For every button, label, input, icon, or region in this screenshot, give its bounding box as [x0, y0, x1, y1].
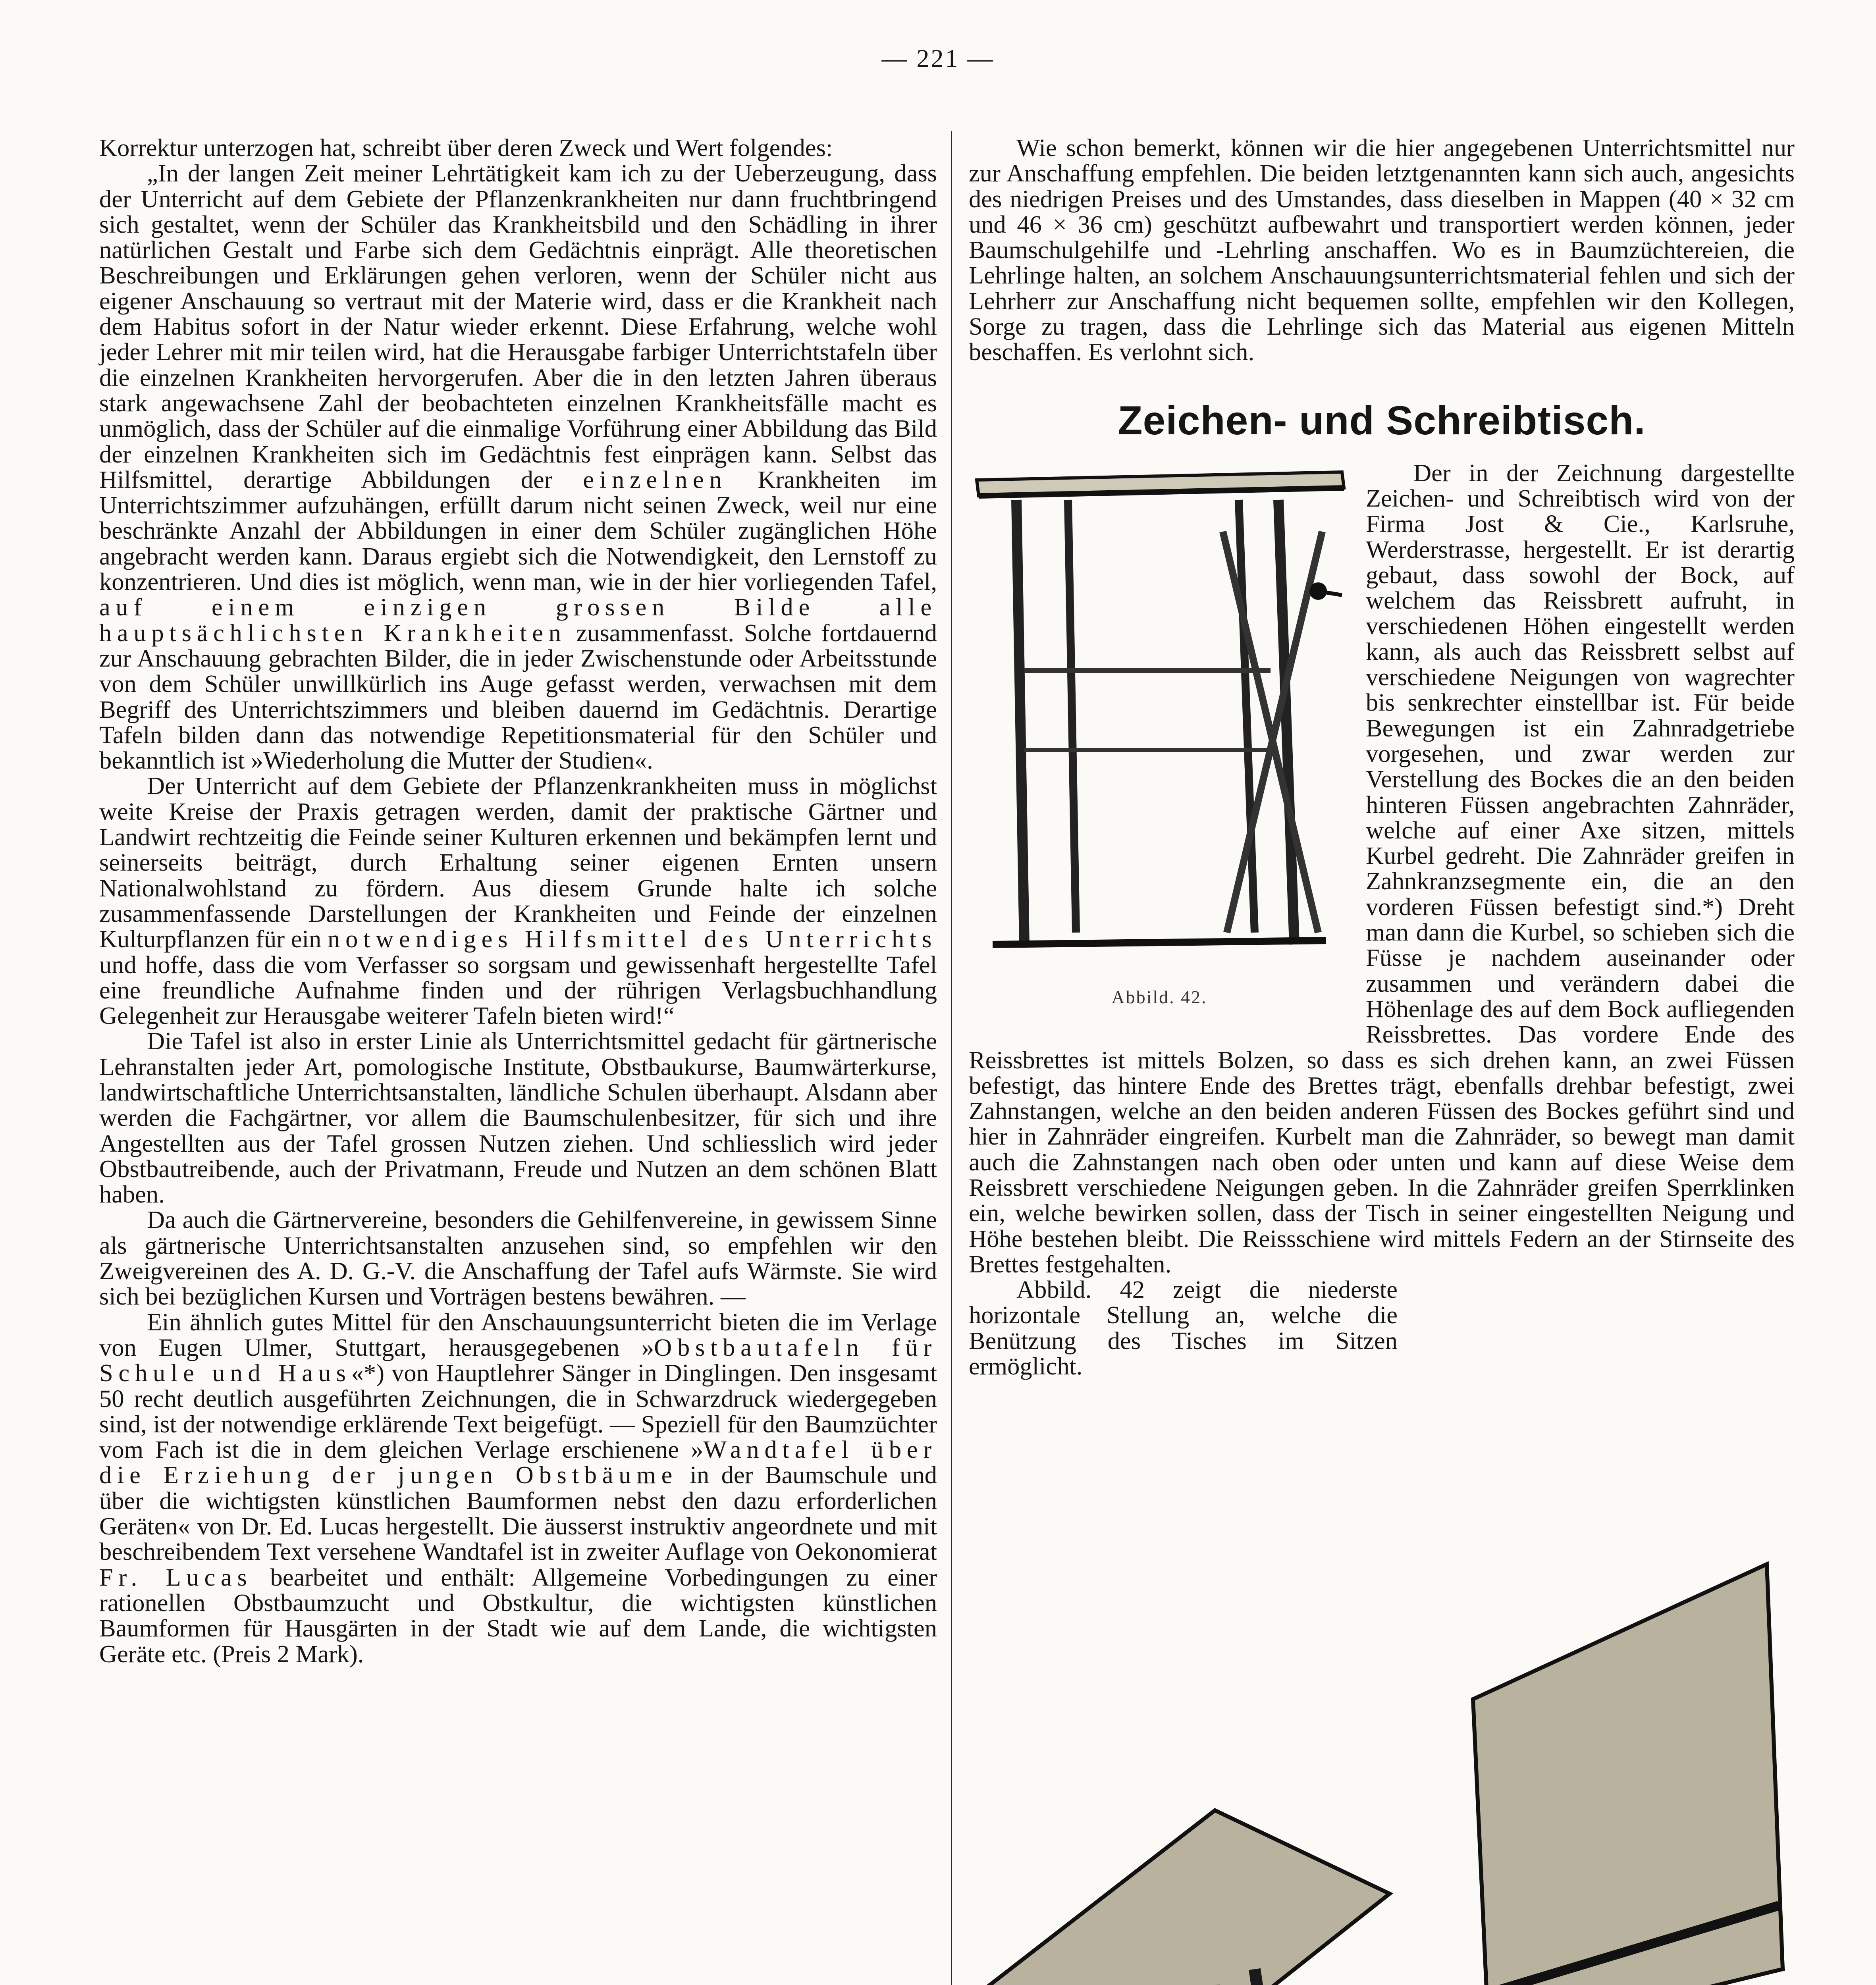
right-paragraph-2: Der in der Zeichnung dargestellte Zeichen- und Schreibtisch wird von der Firma Jost & Cie., Karlsruhe, Werderstrasse, hergestellt. Er ist derartig gebaut, dass sowohl der Bock, auf welchem das Reissbrett aufruht, in verschiedenen Höhen eingestellt werden kann, als auch das Reissbrett selbst auf verschiedene Neigungen von wagrechter bis senkrechter einstellbar ist. Für beide Bewegungen ist ein Zahnradgetriebe vorgesehen, und zwar werden zur Verstellung des Bockes die an den beiden hinteren Füssen angebrachten Zahnräder, welche auf einer Axe sitzen, mittels Kurbel gedreht. Die Zahnräder greifen in Zahnkranzsegmente ein, die an den vorderen Füssen befestigt sind.*) Dreht man dann die Kurbel, so schieben sich die Füsse je nachdem auseinander oder zusammen und verändern dabei die Höhenlage des auf dem Bock aufliegenden Reissbrettes. Das vordere Ende des Reissbrettes ist mittels Bolzen, so dass es sich drehen kann, an zwei Füssen befestigt, das hintere Ende des Brettes trägt, ebenfalls drehbar befestigt, zwei Zahnstangen, welche an den beiden anderen Füssen des Bockes geführt sind und hier in Zahnräder eingreifen. Kurbelt man die Zahnräder, so bewegt man damit auch die Zahnstangen nach oben oder unten und kann auf diese Weise dem Reissbrett verschiedene Neigungen geben. In die Zahnräder greifen Sperrklinken ein, welche bewirken sollen, dass der Tisch in seiner eingestellten Neigung und Höhe bestehen bleibt. Die Reissschiene wird mittels Federn an der Stirnseite des Brettes festgehalten. [969, 459, 1795, 1278]
paragraph-2: „In der langen Zeit meiner Lehrtätigkeit kam ich zu der Ueberzeugung, dass der Unterricht auf dem Gebiete der Pflanzenkrankheiten nur dann fruchtbringend sich gestaltet, wenn der Schüler das Krankheitsbild und den Schädling in ihrer natürlichen Gestalt und Farbe sich dem Gedächtnis einprägt. Alle theoretischen Beschreibungen und Erklärungen gehen verloren, wenn der Schüler nicht aus eigener Anschauung so vertraut mit der Materie wird, dass er die Krankheit nach dem Habitus sofort in der Natur wieder erkennt. Diese Erfahrung, welche wohl jeder Lehrer mit mir teilen wird, hat die Herausgabe farbiger Unterrichtstafeln über die einzelnen Krankheiten hervorgerufen. Aber die in den letzten Jahren überaus stark angewachsene Zahl der beobachteten einzelnen Krankheitsfälle macht es unmöglich, dass der Schüler auf die einmalige Vorführung einer Abbildung das Bild der einzelnen Krankheiten sich im Gedächtnis fest einprägen kann. Selbst das Hilfsmittel, derartige Abbildungen der einzelnen Krankheiten im Unterrichtszimmer aufzuhängen, erfüllt darum nicht seinen Zweck, weil nur eine beschränkte Anzahl der Abbildungen in einer dem Schüler zugänglichen Höhe angebracht werden kann. Daraus ergiebt sich die Notwendigkeit, den Lernstoff zu konzentrieren. Und dies ist möglich, wenn man, wie in der hier vorliegenden Tafel, auf einem einzigen grossen Bilde alle hauptsächlichsten Krankheiten zusammenfasst. Solche fortdauernd zur Anschauung gebrachten Bilder, die in jeder Zwischenstunde oder Arbeitsstunde von dem Schüler unwillkürlich ins Auge gefasst werden, verwachsen mit dem Begriff des Unterrichtszimmers und bleiben dauernd im Gedächtnis. Derartige Tafeln bilden dann das notwendige Repetitionsmaterial für den Schüler und bekanntlich ist »Wiederholung die Mutter der Studien«. [99, 159, 937, 775]
right-paragraph-1: Wie schon bemerkt, können wir die hier angegebenen Unterrichtsmittel nur zur Anschaffung empfehlen. Die beiden letztgenannten kann sich auch, angesichts des niedrigen Preises und des Umstandes, dass dieselben in Mappen (40 × 32 cm und 46 × 36 cm) geschützt aufbewahrt und transportiert werden können, jeder Baumschulgehilfe und -Lehrling anschaffen. Wo es in Baumzüchtereien, die Lehrlinge halten, an solchem Anschauungsunterrichtsmaterial fehlen und sich der Lehrherr zur Anschaffung nicht bequemen sollte, empfehlen wir den Kollegen, Sorge zu tragen, dass die Lehrlinge sich das Material aus eigenen Mitteln beschaffen. Es verlohnt sich. [969, 134, 1795, 366]
drawing-table-vertical-illustration [1417, 1556, 1795, 1985]
section-title: Zeichen- und Schreibtisch. [1118, 397, 1646, 443]
right-column [969, 135, 1795, 1379]
figure-44 [1417, 1556, 1795, 1985]
paragraph-5: Da auch die Gärtnervereine, besonders die Gehilfenvereine, in gewissem Sinne als gärtnerische Unterrichtsanstalten anzusehen sind, so empfehlen wir den Zweigvereinen des A. D. G.-V. die Anschaffung der Tafel aufs Wärmste. Sie wird sich bei bezüglichen Kursen und Vorträgen bestens bewähren. — [99, 1206, 937, 1310]
column-divider [951, 131, 952, 1985]
drawing-table-low-illustration [969, 464, 1350, 980]
figures-43-44 [969, 1556, 1795, 1985]
paragraph-6: Ein ähnlich gutes Mittel für den Anschauungsunterricht bieten die im Verlage von Eugen Ulmer, Stuttgart, herausgegebenen »Obstbautafeln für Schule und Haus«*) von Hauptlehrer Sänger in Dinglingen. Den insgesamt 50 recht deutlich ausgeführten Zeichnungen, die in Schwarzdruck wiedergegeben sind, ist der notwendige erklärende Text beigefügt. — Speziell für den Baumzüchter vom Fach ist die in dem gleichen Verlage erschienene »Wandtafel über die Erziehung der jungen Obstbäume in der Baumschule und über die wichtigsten künstlichen Baumformen nebst den dazu erforderlichen Geräten« von Dr. Ed. Lucas hergestellt. Die äusserst instruktiv angeordnete und mit beschreibendem Text versehene Wandtafel ist in zweiter Auflage von Oekonomierat Fr. Lucas bearbeitet und enthält: Allgemeine Vorbedingungen zu einer rationellen Obstbaumzucht und Obstkultur, die wichtigsten künstlichen Baumformen für Hausgärten in der Stadt wie auf dem Lande, die wichtigsten Geräte etc. (Preis 2 Mark). [99, 1308, 937, 1668]
page-number: — 221 — [881, 44, 995, 72]
paragraph-1: Korrektur unterzogen hat, schreibt über deren Zweck und Wert folgendes: [99, 134, 833, 162]
figure-43 [969, 1802, 1406, 1985]
figure-42 [969, 464, 1350, 1032]
paragraph-4: Die Tafel ist also in erster Linie als Unterrichtsmittel gedacht für gärtnerische Lehranstalten jeder Art, pomologische Institute, Obstbaukurse, Baumwärterkurse, landwirtschaftliche Unterrichtsanstalten, ländliche Schulen überhaupt. Alsdann aber werden die Fachgärtner, vor allem die Baumschulenbesitzer, für sich und ihre Angestellten aus der Tafel grossen Nutzen ziehen. Und schliesslich wird jeder Obstbautreibende, auch der Privatmann, Freude und Nutzen an dem schönen Blatt haben. [99, 1027, 937, 1208]
drawing-table-tilted-illustration [969, 1802, 1406, 1985]
paragraph-3: Der Unterricht auf dem Gebiete der Pflanzenkrankheiten muss in möglichst weite Kreise der Praxis getragen werden, damit der praktische Gärtner und Landwirt rechtzeitig die Feinde seiner Kulturen erkennen und bekämpfen lernt und seinerseits beiträgt, durch Erhaltung seiner eigenen Ernten unsern Nationalwohlstand zu fördern. Aus diesem Grunde halte ich solche zusammenfassende Darstellungen der Krankheiten und Feinde der einzelnen Kulturpflanzen für ein notwendiges Hilfsmittel des Unterrichts und hoffe, dass die vom Verfasser so sorgsam und gewissenhaft hergestellte Tafel eine freundliche Aufnahme finden und der rührigen Verlagsbuchhandlung Gelegenheit zur Herausgabe weiterer Tafeln bieten wird!“ [99, 772, 937, 1030]
left-column [99, 135, 937, 1667]
right-paragraph-3: Abbild. 42 zeigt die niederste horizontale Stellung an, welche die Benützung des Tisches im Sitzen ermöglicht. [969, 1276, 1398, 1380]
caption-42: Abbild. 42. [1111, 987, 1207, 1007]
